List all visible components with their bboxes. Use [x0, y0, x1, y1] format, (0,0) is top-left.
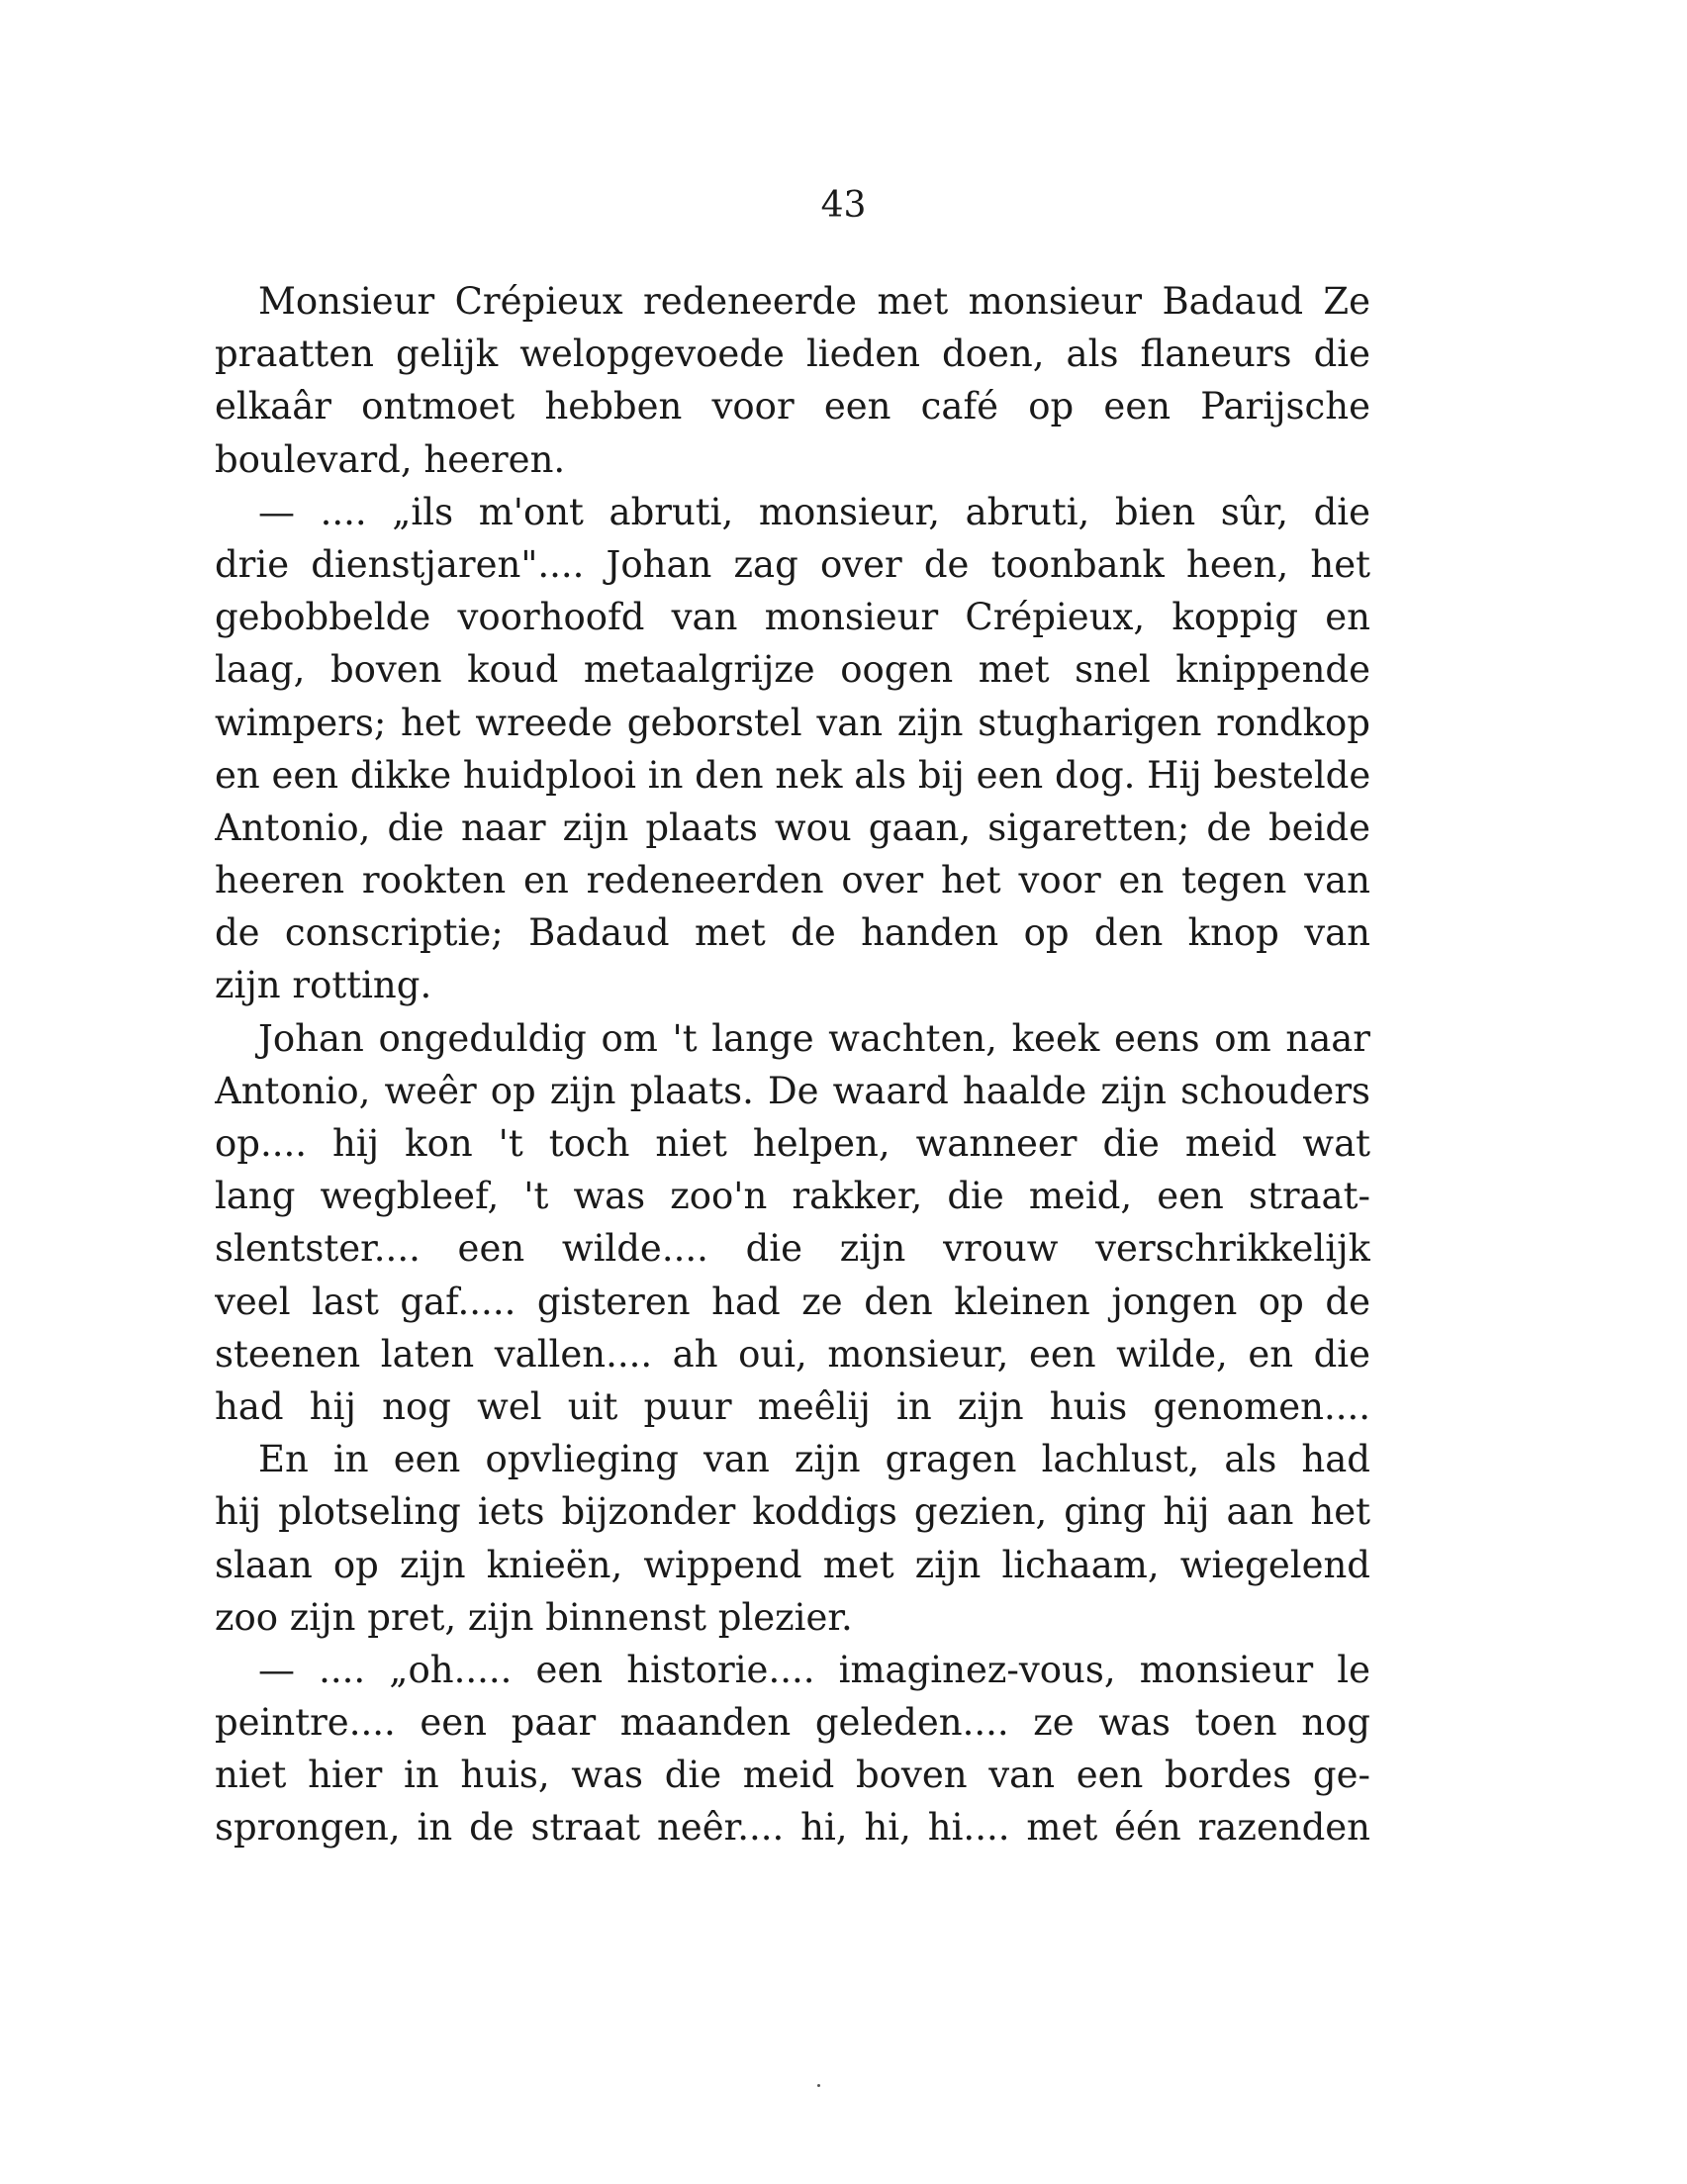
text-line: zoo zijn pret, zijn binnenst plezier.: [215, 1595, 853, 1639]
text-line: lang wegbleef, 't was zoo'n rakker, die meid, een straat-: [215, 1175, 1370, 1218]
text-line: heeren rookten en redeneerden over het voor en tegen van: [215, 859, 1370, 902]
text-line: — .... „ils m'ont abruti, monsieur, abruti, bien sûr, die: [258, 490, 1370, 533]
text-line: En in een opvlieging van zijn gragen lachlust, als had: [258, 1438, 1370, 1481]
text-line: slentster.... een wilde.... die zijn vrouw verschrikkelijk: [215, 1227, 1370, 1271]
page-number: 43: [820, 185, 867, 226]
text-line: gebobbelde voorhoofd van monsieur Crépieux, koppig en: [215, 596, 1370, 639]
text-line: veel last gaf..... gisteren had ze den kleinen jongen op de: [215, 1280, 1370, 1323]
text-line: Antonio, die naar zijn plaats wou gaan, sigaretten; de beide: [215, 806, 1370, 849]
text-line: Antonio, weêr op zijn plaats. De waard haalde zijn schouders: [215, 1069, 1370, 1112]
text-line: Monsieur Crépieux redeneerde met monsieur Badaud Ze: [258, 280, 1370, 323]
text-line: de conscriptie; Badaud met de handen op den knop van: [215, 911, 1370, 955]
text-line: hij plotseling iets bijzonder koddigs gezien, ging hij aan het: [215, 1490, 1370, 1534]
body-text: [215, 275, 1370, 1854]
text-line: boulevard, heeren.: [215, 437, 566, 481]
text-line: wimpers; het wreede geborstel van zijn stugharigen rondkop: [215, 701, 1370, 744]
text-line: laag, boven koud metaalgrijze oogen met snel knippende: [215, 648, 1370, 692]
text-line: Johan ongeduldig om 't lange wachten, keek eens om naar: [258, 1016, 1370, 1060]
text-line: slaan op zijn knieën, wippend met zijn lichaam, wiegelend: [215, 1543, 1370, 1586]
text-line: drie dienstjaren".... Johan zag over de toonbank heen, het: [215, 542, 1370, 586]
text-line: elkaâr ontmoet hebben voor een café op een Parijsche: [215, 385, 1370, 428]
paper-speck: [817, 2084, 820, 2087]
text-line: praatten gelijk welopgevoede lieden doen, als flaneurs die: [215, 332, 1370, 376]
text-line: had hij nog wel uit puur meêlij in zijn huis genomen....: [215, 1384, 1370, 1428]
text-line: zijn rotting.: [215, 964, 432, 1007]
text-line: en een dikke huidplooi in den nek als bij een dog. Hij bestelde: [215, 753, 1370, 797]
text-line: op.... hij kon 't toch niet helpen, wanneer die meid wat: [215, 1122, 1370, 1165]
text-line: peintre.... een paar maanden geleden.... ze was toen nog: [215, 1701, 1370, 1745]
text-line: — .... „oh..... een historie.... imaginez-vous, monsieur le: [258, 1648, 1370, 1691]
text-line: steenen laten vallen.... ah oui, monsieur, een wilde, en die: [215, 1332, 1370, 1376]
text-line: sprongen, in de straat neêr.... hi, hi, hi.... met één razenden: [215, 1806, 1370, 1850]
text-line: niet hier in huis, was die meid boven van een bordes ge-: [215, 1754, 1370, 1797]
